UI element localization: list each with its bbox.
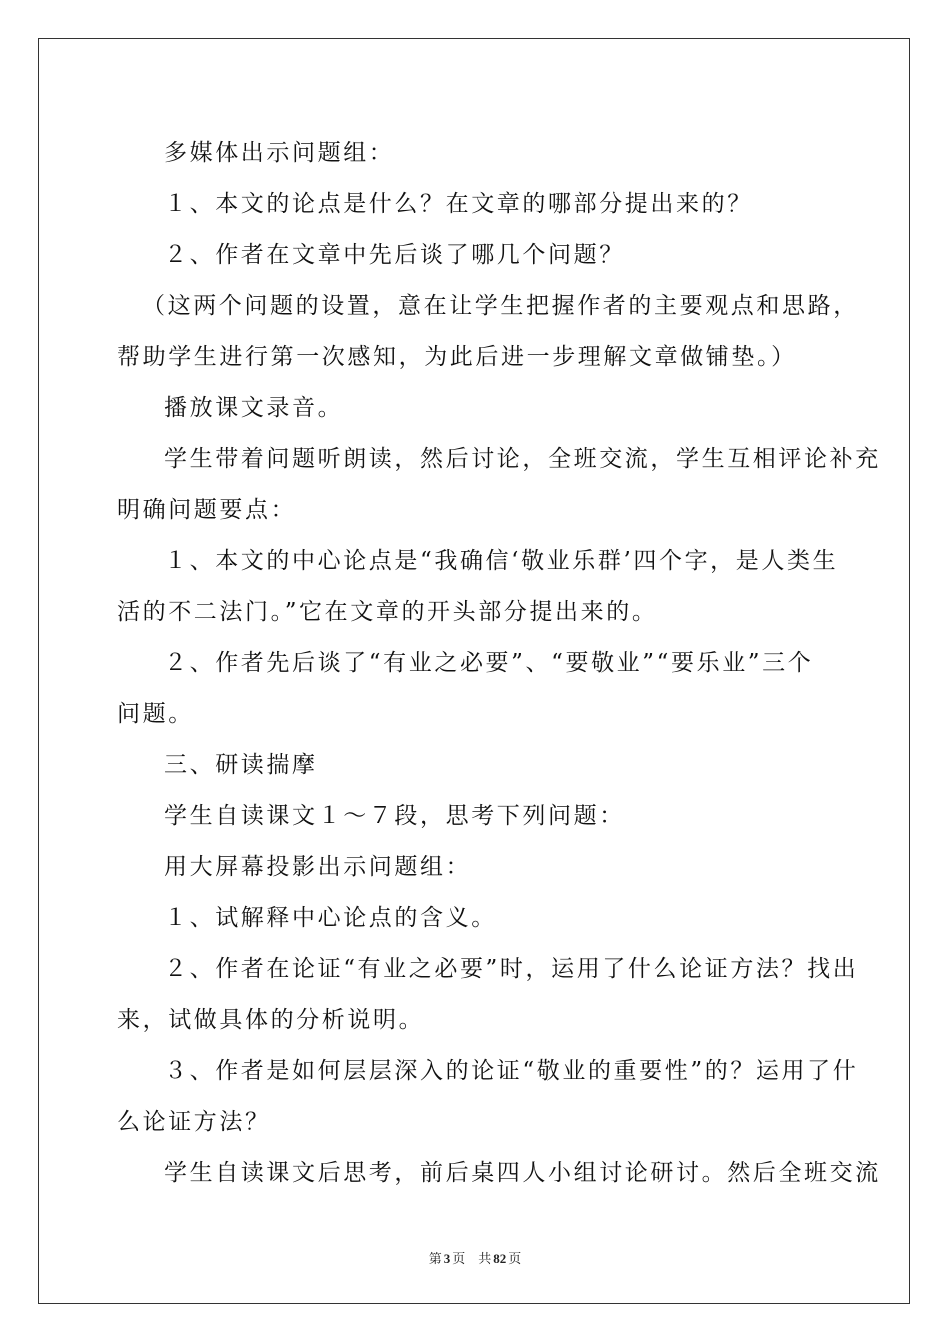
text-line: ３、作者是如何层层深入的论证“敬业的重要性”的？运用了什 bbox=[164, 1058, 859, 1084]
text-line: 学生带着问题听朗读，然后讨论，全班交流，学生互相评论补充 bbox=[164, 446, 881, 472]
text-line: 问题。 bbox=[117, 701, 194, 727]
footer-total-suffix: 页 bbox=[508, 1251, 522, 1266]
text-line: １、本文的论点是什么？在文章的哪部分提出来的？ bbox=[164, 191, 753, 217]
text-line: ２、作者在论证“有业之必要”时，运用了什么论证方法？找出 bbox=[164, 956, 859, 982]
footer-page-suffix: 页 bbox=[452, 1251, 466, 1266]
text-line: 来，试做具体的分析说明。 bbox=[117, 1007, 425, 1033]
text-line: 学生自读课文后思考，前后桌四人小组讨论研讨。然后全班交流 bbox=[164, 1160, 881, 1186]
text-line: ２、作者先后谈了“有业之必要”、“要敬业”“要乐业”三个 bbox=[164, 650, 814, 676]
text-line: 多媒体出示问题组： bbox=[164, 140, 395, 166]
text-line: １、本文的中心论点是“我确信‘敬业乐群’四个字，是人类生 bbox=[164, 548, 839, 574]
page-footer bbox=[0, 1248, 950, 1267]
footer-prefix: 第 bbox=[428, 1251, 442, 1266]
footer-page-number: 3 bbox=[443, 1251, 451, 1266]
footer-total-prefix: 共 bbox=[478, 1251, 492, 1266]
text-line: （这两个问题的设置，意在让学生把握作者的主要观点和思路， bbox=[142, 293, 859, 319]
text-line: 三、研读揣摩 bbox=[164, 752, 318, 778]
text-line: 帮助学生进行第一次感知，为此后进一步理解文章做铺垫。） bbox=[117, 344, 797, 370]
text-line: 播放课文录音。 bbox=[164, 395, 344, 421]
footer-total-pages: 82 bbox=[493, 1251, 507, 1266]
text-line: 用大屏幕投影出示问题组： bbox=[164, 854, 472, 880]
text-line: 么论证方法？ bbox=[117, 1109, 271, 1135]
text-line: ２、作者在文章中先后谈了哪几个问题？ bbox=[164, 242, 625, 268]
text-line: 学生自读课文１～７段，思考下列问题： bbox=[164, 803, 625, 829]
text-line: 明确问题要点： bbox=[117, 497, 297, 523]
document-body bbox=[117, 128, 881, 1199]
text-line: 活的不二法门。”它在文章的开头部分提出来的。 bbox=[117, 599, 658, 625]
text-line: １、试解释中心论点的含义。 bbox=[164, 905, 497, 931]
